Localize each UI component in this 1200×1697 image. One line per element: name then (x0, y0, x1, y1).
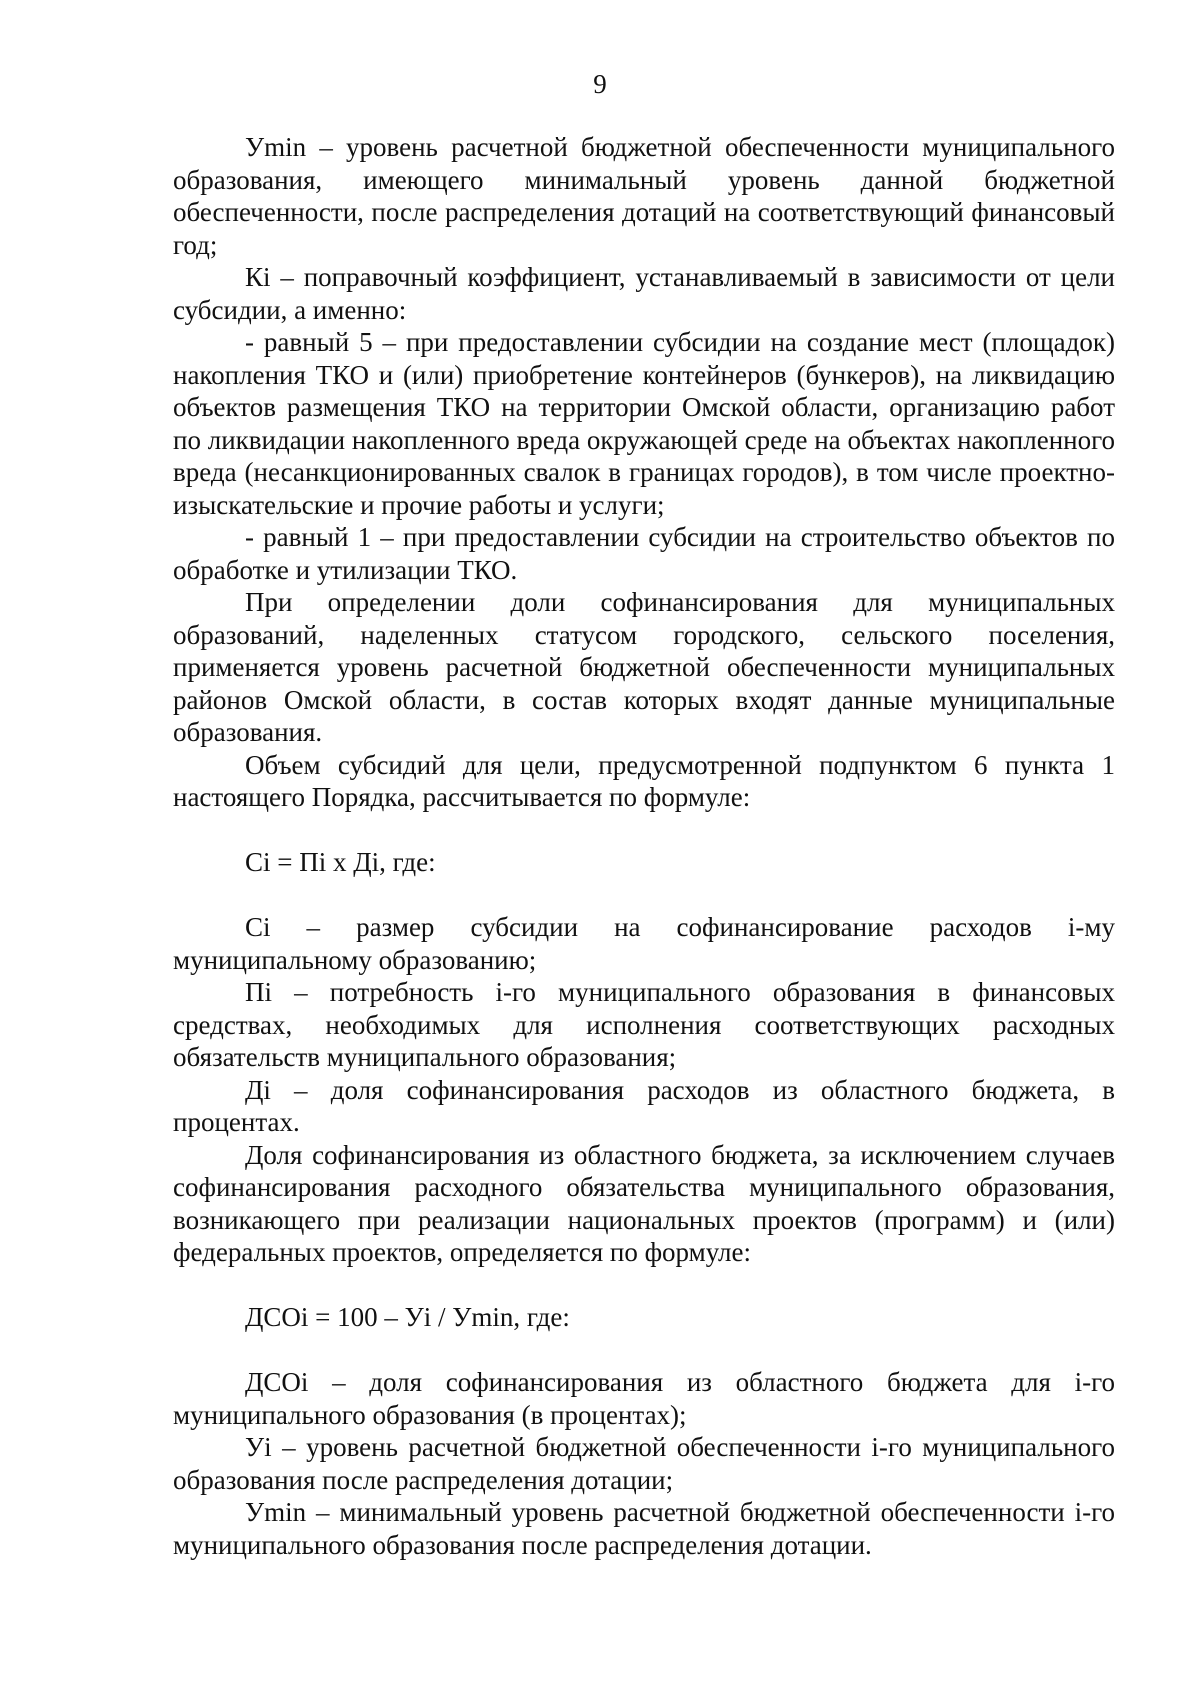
spacer (173, 1334, 1115, 1367)
cofinancing-share-intro: Доля софинансирования из областного бюджета, за исключением случаев софинансирования расходного обязательства муниципального образования, возникающего при реализации национальных проектов (программ) и (или) федеральных проектов, определяется по формуле: (173, 1139, 1115, 1267)
definition-ymin-final: Уmin – минимальный уровень расчетной бюджетной обеспеченности i-го муниципального образования после распределения дотации. (173, 1497, 1115, 1560)
document-body (173, 131, 1115, 1561)
definition-yi: Уi – уровень расчетной бюджетной обеспеченности i-го муниципального образования после распределения дотации; (173, 1432, 1115, 1495)
spacer (173, 1269, 1115, 1302)
subsidy-volume-intro: Объем субсидий для цели, предусмотренной подпунктом 6 пункта 1 настоящего Порядка, рассчитывается по формуле: (173, 749, 1115, 812)
cofinancing-settlements-paragraph: При определении доли софинансирования для муниципальных образований, наделенных статусом городского, сельского поселения, применяется уровень расчетной бюджетной обеспеченности муниципальных районов Омской области, в состав которых входят данные муниципальные образования. (173, 587, 1115, 747)
spacer (173, 814, 1115, 847)
formula-dsoi: ДСОi = 100 – Уi / Уmin, где: (245, 1302, 570, 1332)
definition-dsoi: ДСОi – доля софинансирования из областного бюджета для i-го муниципального образования (в процентах); (173, 1367, 1115, 1430)
spacer (173, 879, 1115, 912)
ki-value-1: - равный 1 – при предоставлении субсидии на строительство объектов по обработке и утилизации ТКО. (173, 522, 1115, 585)
ki-value-5: - равный 5 – при предоставлении субсидии на создание мест (площадок) накопления ТКО и (или) приобретение контейнеров (бункеров), на ликвидацию объектов размещения ТКО на территории Омской области, организацию работ по ликвидации накопленного вреда окружающей среде на объектах накопленного вреда (несанкционированных свалок в границах городов), в том числе проектно-изыскательские и прочие работы и услуги; (173, 327, 1115, 520)
definition-di: Дi – доля софинансирования расходов из областного бюджета, в процентах. (173, 1074, 1115, 1137)
page-number: 9 (593, 69, 607, 99)
formula-ci: Сi = Пi х Дi, где: (245, 847, 436, 877)
definition-ymin: Уmin – уровень расчетной бюджетной обеспеченности муниципального образования, имеющего минимальный уровень данной бюджетной обеспеченности, после распределения дотаций на соответствующий финансовый год; (173, 132, 1115, 260)
definition-pi: Пi – потребность i-го муниципального образования в финансовых средствах, необходимых для исполнения соответствующих расходных обязательств муниципального образования; (173, 977, 1115, 1072)
definition-ci: Сi – размер субсидии на софинансирование расходов i-му муниципальному образованию; (173, 912, 1115, 975)
definition-ki: Кi – поправочный коэффициент, устанавливаемый в зависимости от цели субсидии, а именно: (173, 262, 1115, 325)
